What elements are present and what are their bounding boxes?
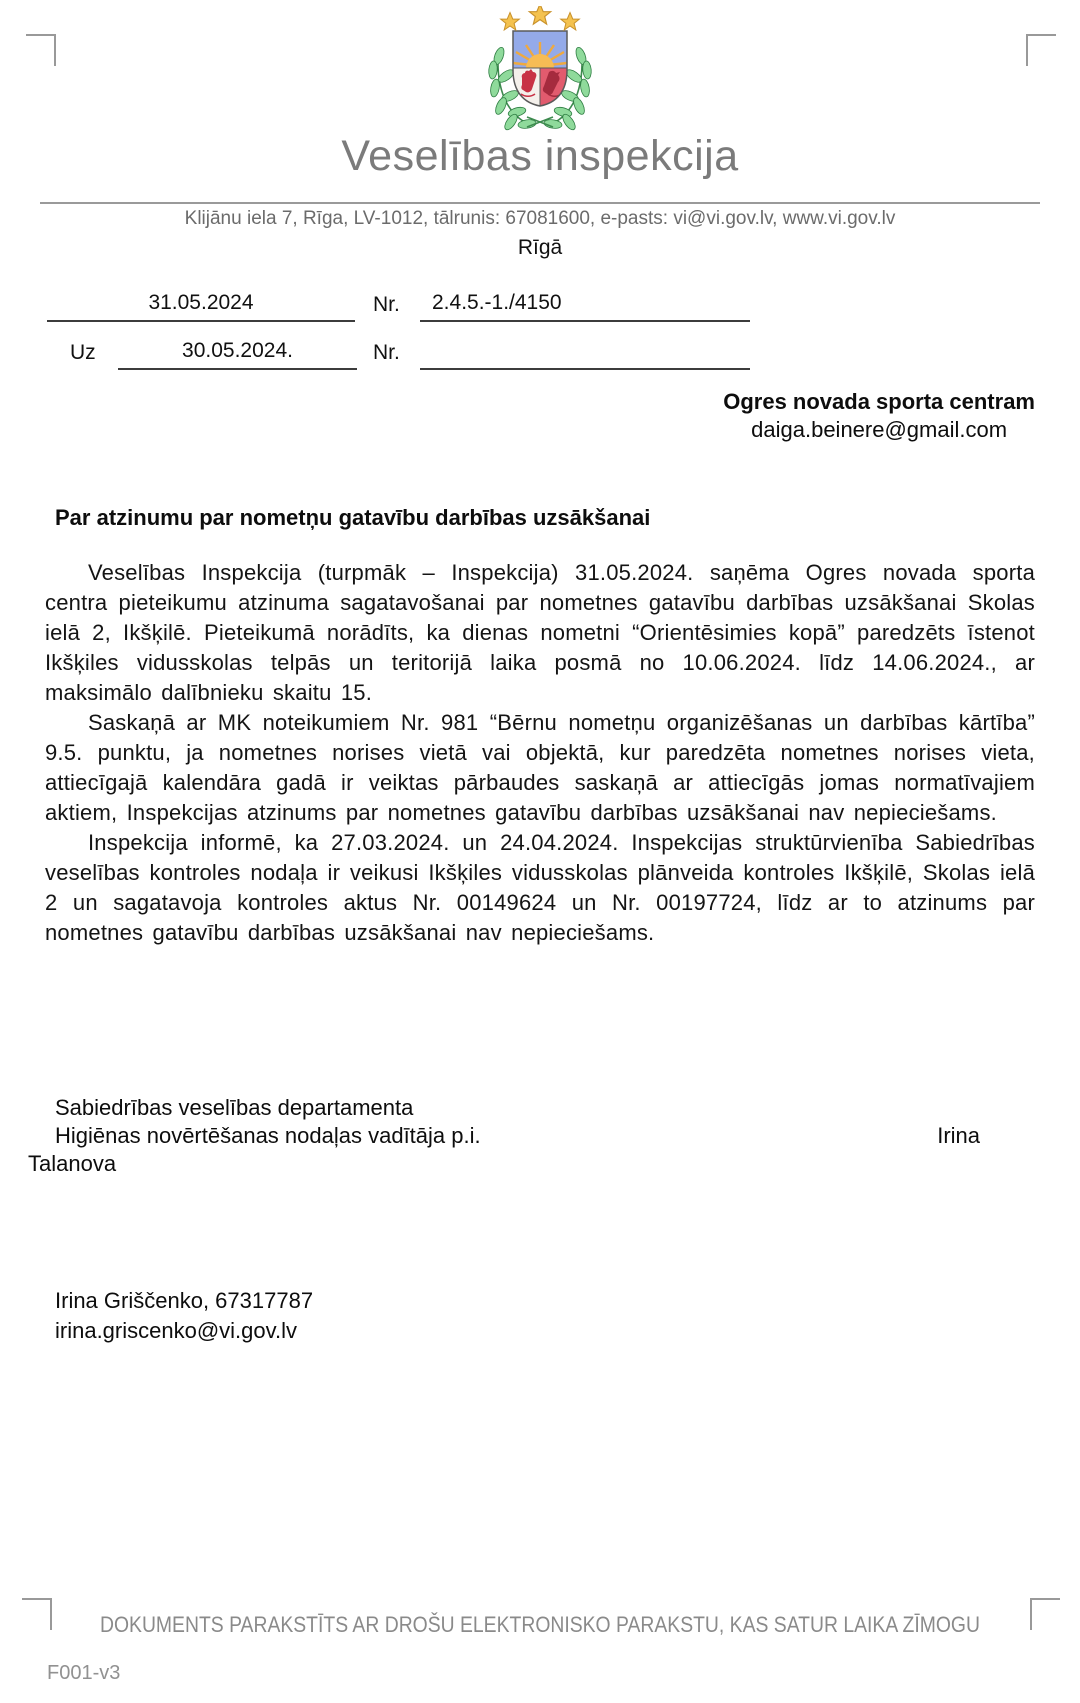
subject-line: Par atzinumu par nometņu gatavību darbības uzsākšanai <box>55 505 651 530</box>
nr-label: Nr. <box>373 341 400 364</box>
reference-row-incoming <box>47 336 750 370</box>
body-paragraph: Saskaņā ar MK noteikumiem Nr. 981 “Bērnu nometņu organizēšanas un darbības kārtība” 9.5. punktu, ja nometnes norises vietā vai objektā, kur paredzēta nometnes norises vieta, attiecīgajā kalendāra gadā ir veiktas pārbaudes saskaņā ar attiecīgās jomas normatīvajiem aktiem, Inspekcijas atzinums par nometnes gatavību darbības uzsākšanai nav nepieciešams. <box>45 710 1035 825</box>
incoming-number <box>420 363 750 370</box>
nr-label: Nr. <box>373 293 400 316</box>
place-line: Rīgā <box>517 236 563 259</box>
letterhead-logo <box>0 6 1080 139</box>
signature-department: Sabiedrības veselības departamenta <box>55 1095 414 1120</box>
signer-last-name: Talanova <box>28 1151 117 1176</box>
uz-label: Uz <box>70 341 96 364</box>
signature-role: Higiēnas novērtēšanas nodaļas vadītāja p.i. <box>55 1123 481 1148</box>
letter-body <box>45 558 1035 948</box>
organization-name: Veselības inspekcija <box>341 132 739 180</box>
recipient-name: Ogres novada sporta centram <box>723 389 1035 414</box>
body-paragraph: Inspekcija informē, ka 27.03.2024. un 24.04.2024. Inspekcijas struktūrvienība Sabiedrības veselības kontroles nodaļa ir veikusi Ikšķiles vidusskolas plānveida kontroles Ikšķilē, Skolas ielā 2 un sagatavoja kontroles aktus Nr. 00149624 un Nr. 00197724, līdz ar to atzinums par nometnes gatavību darbības uzsākšanai nav nepieciešams. <box>45 830 1035 945</box>
outgoing-date: 31.05.2024 <box>47 291 355 322</box>
signature-block <box>28 1094 1035 1178</box>
e-signature-note: DOKUMENTS PARAKSTĪTS AR DROŠU ELEKTRONISKO PARAKSTU, KAS SATUR LAIKA ZĪMOGU <box>100 1612 980 1637</box>
header-divider <box>40 202 1040 204</box>
contact-email: irina.griscenko@vi.gov.lv <box>55 1318 298 1343</box>
organization-contact-line: Klijānu iela 7, Rīga, LV-1012, tālrunis: 67081600, e-pasts: vi@vi.gov.lv, www.vi.gov.lv <box>184 208 896 229</box>
contact-block <box>55 1286 313 1346</box>
outgoing-number: 2.4.5.-1./4150 <box>420 291 750 322</box>
reference-row-outgoing <box>47 288 750 322</box>
incoming-date: 30.05.2024. <box>118 339 357 370</box>
body-paragraph: Veselības Inspekcija (turpmāk – Inspekcija) 31.05.2024. saņēma Ogres novada sporta centra pieteikumu atzinuma sagatavošanai par nometnes gatavību darbības uzsākšanai Skolas ielā 2, Ikšķilē. Pieteikumā norādīts, ka dienas nometni “Orientēsimies kopā” paredzēts īstenot Ikšķiles vidusskolas telpās un teritorijā laika posmā no 10.06.2024. līdz 14.06.2024., ar maksimālo dalībnieku skaitu 15. <box>45 560 1035 705</box>
contact-person: Irina Griščenko, 67317787 <box>55 1288 314 1313</box>
recipient-email: daiga.beinere@gmail.com <box>751 417 1008 442</box>
signer-first-name: Irina <box>937 1123 980 1148</box>
recipient-block <box>723 388 1035 444</box>
form-code: F001-v3 <box>47 1662 121 1684</box>
coat-of-arms-icon <box>465 6 615 134</box>
